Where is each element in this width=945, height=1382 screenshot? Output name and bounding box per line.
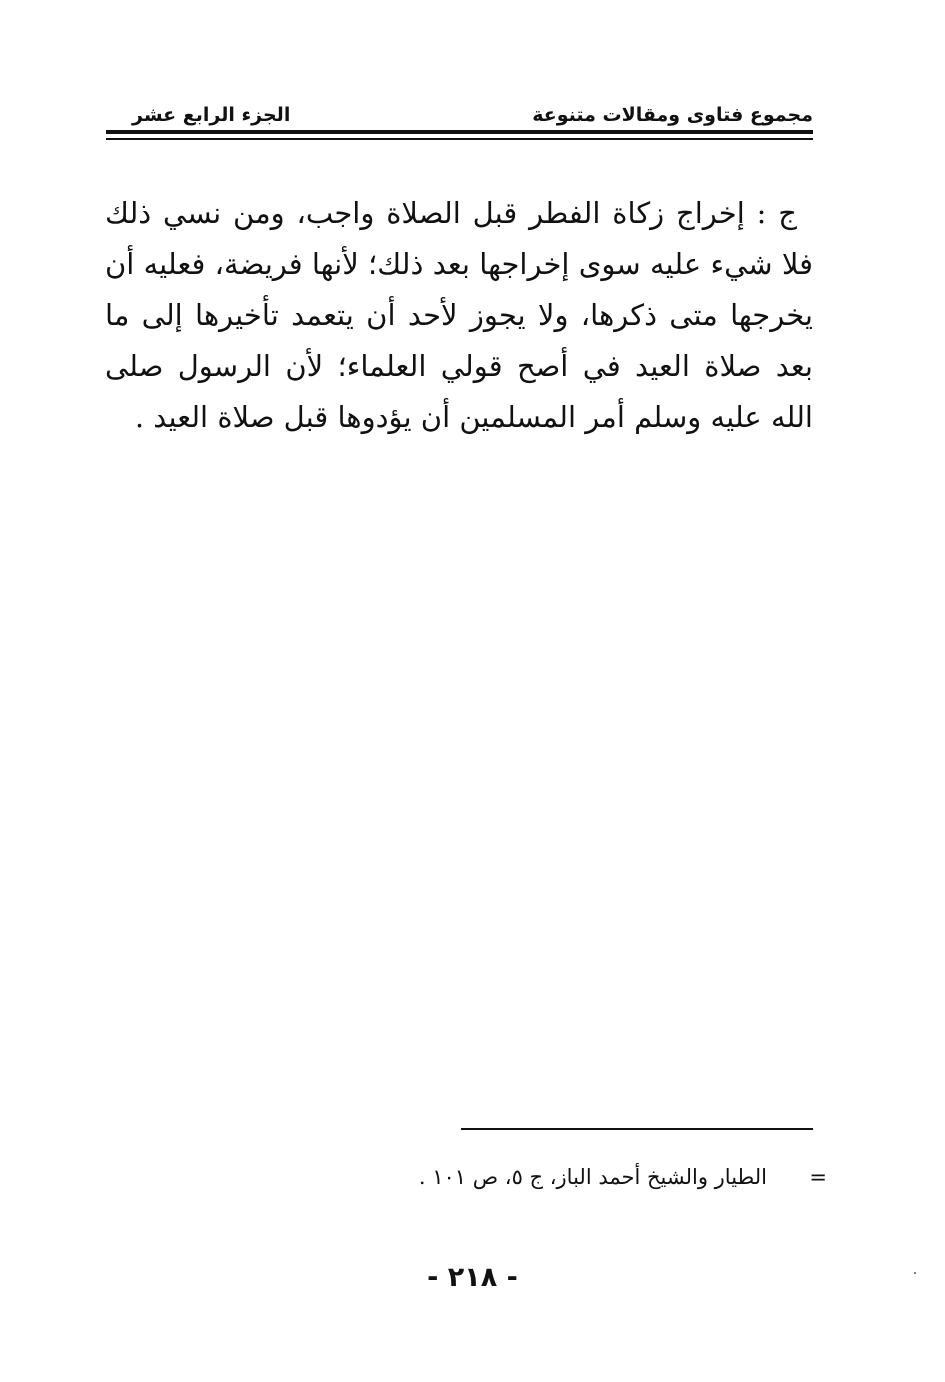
header-book-title: مجموع فتاوى ومقالات متنوعة: [532, 104, 813, 126]
running-header: [132, 96, 813, 126]
answer-prefix: ج :: [756, 196, 797, 230]
header-rule-thick: [106, 130, 813, 134]
answer-paragraph: [105, 188, 813, 443]
page-number: - ٢١٨ -: [427, 1262, 518, 1293]
footnote-text: الطيار والشيخ أحمد الباز، ج ٥، ص ١٠١ .: [418, 1165, 767, 1189]
scan-speck: [914, 1272, 916, 1274]
footnote: [227, 1162, 827, 1192]
footnote-separator: [461, 1128, 813, 1130]
header-volume: الجزء الرابع عشر: [132, 104, 291, 126]
answer-text: إخراج زكاة الفطر قبل الصلاة واجب، ومن نسي ذلك فلا شيء عليه سوى إخراجها بعد ذلك؛ لأنها فريضة، فعليه أن يخرجها متى ذكرها، ولا يجوز لأحد أن يتعمد تأخيرها إلى ما بعد صلاة العيد في أصح قولي العلماء؛ لأن الرسول صلى الله عليه وسلم أمر المسلمين أن يؤدوها قبل صلاة العيد .: [105, 196, 813, 434]
header-rule-thin: [106, 138, 813, 140]
footnote-marker: =: [809, 1165, 827, 1189]
